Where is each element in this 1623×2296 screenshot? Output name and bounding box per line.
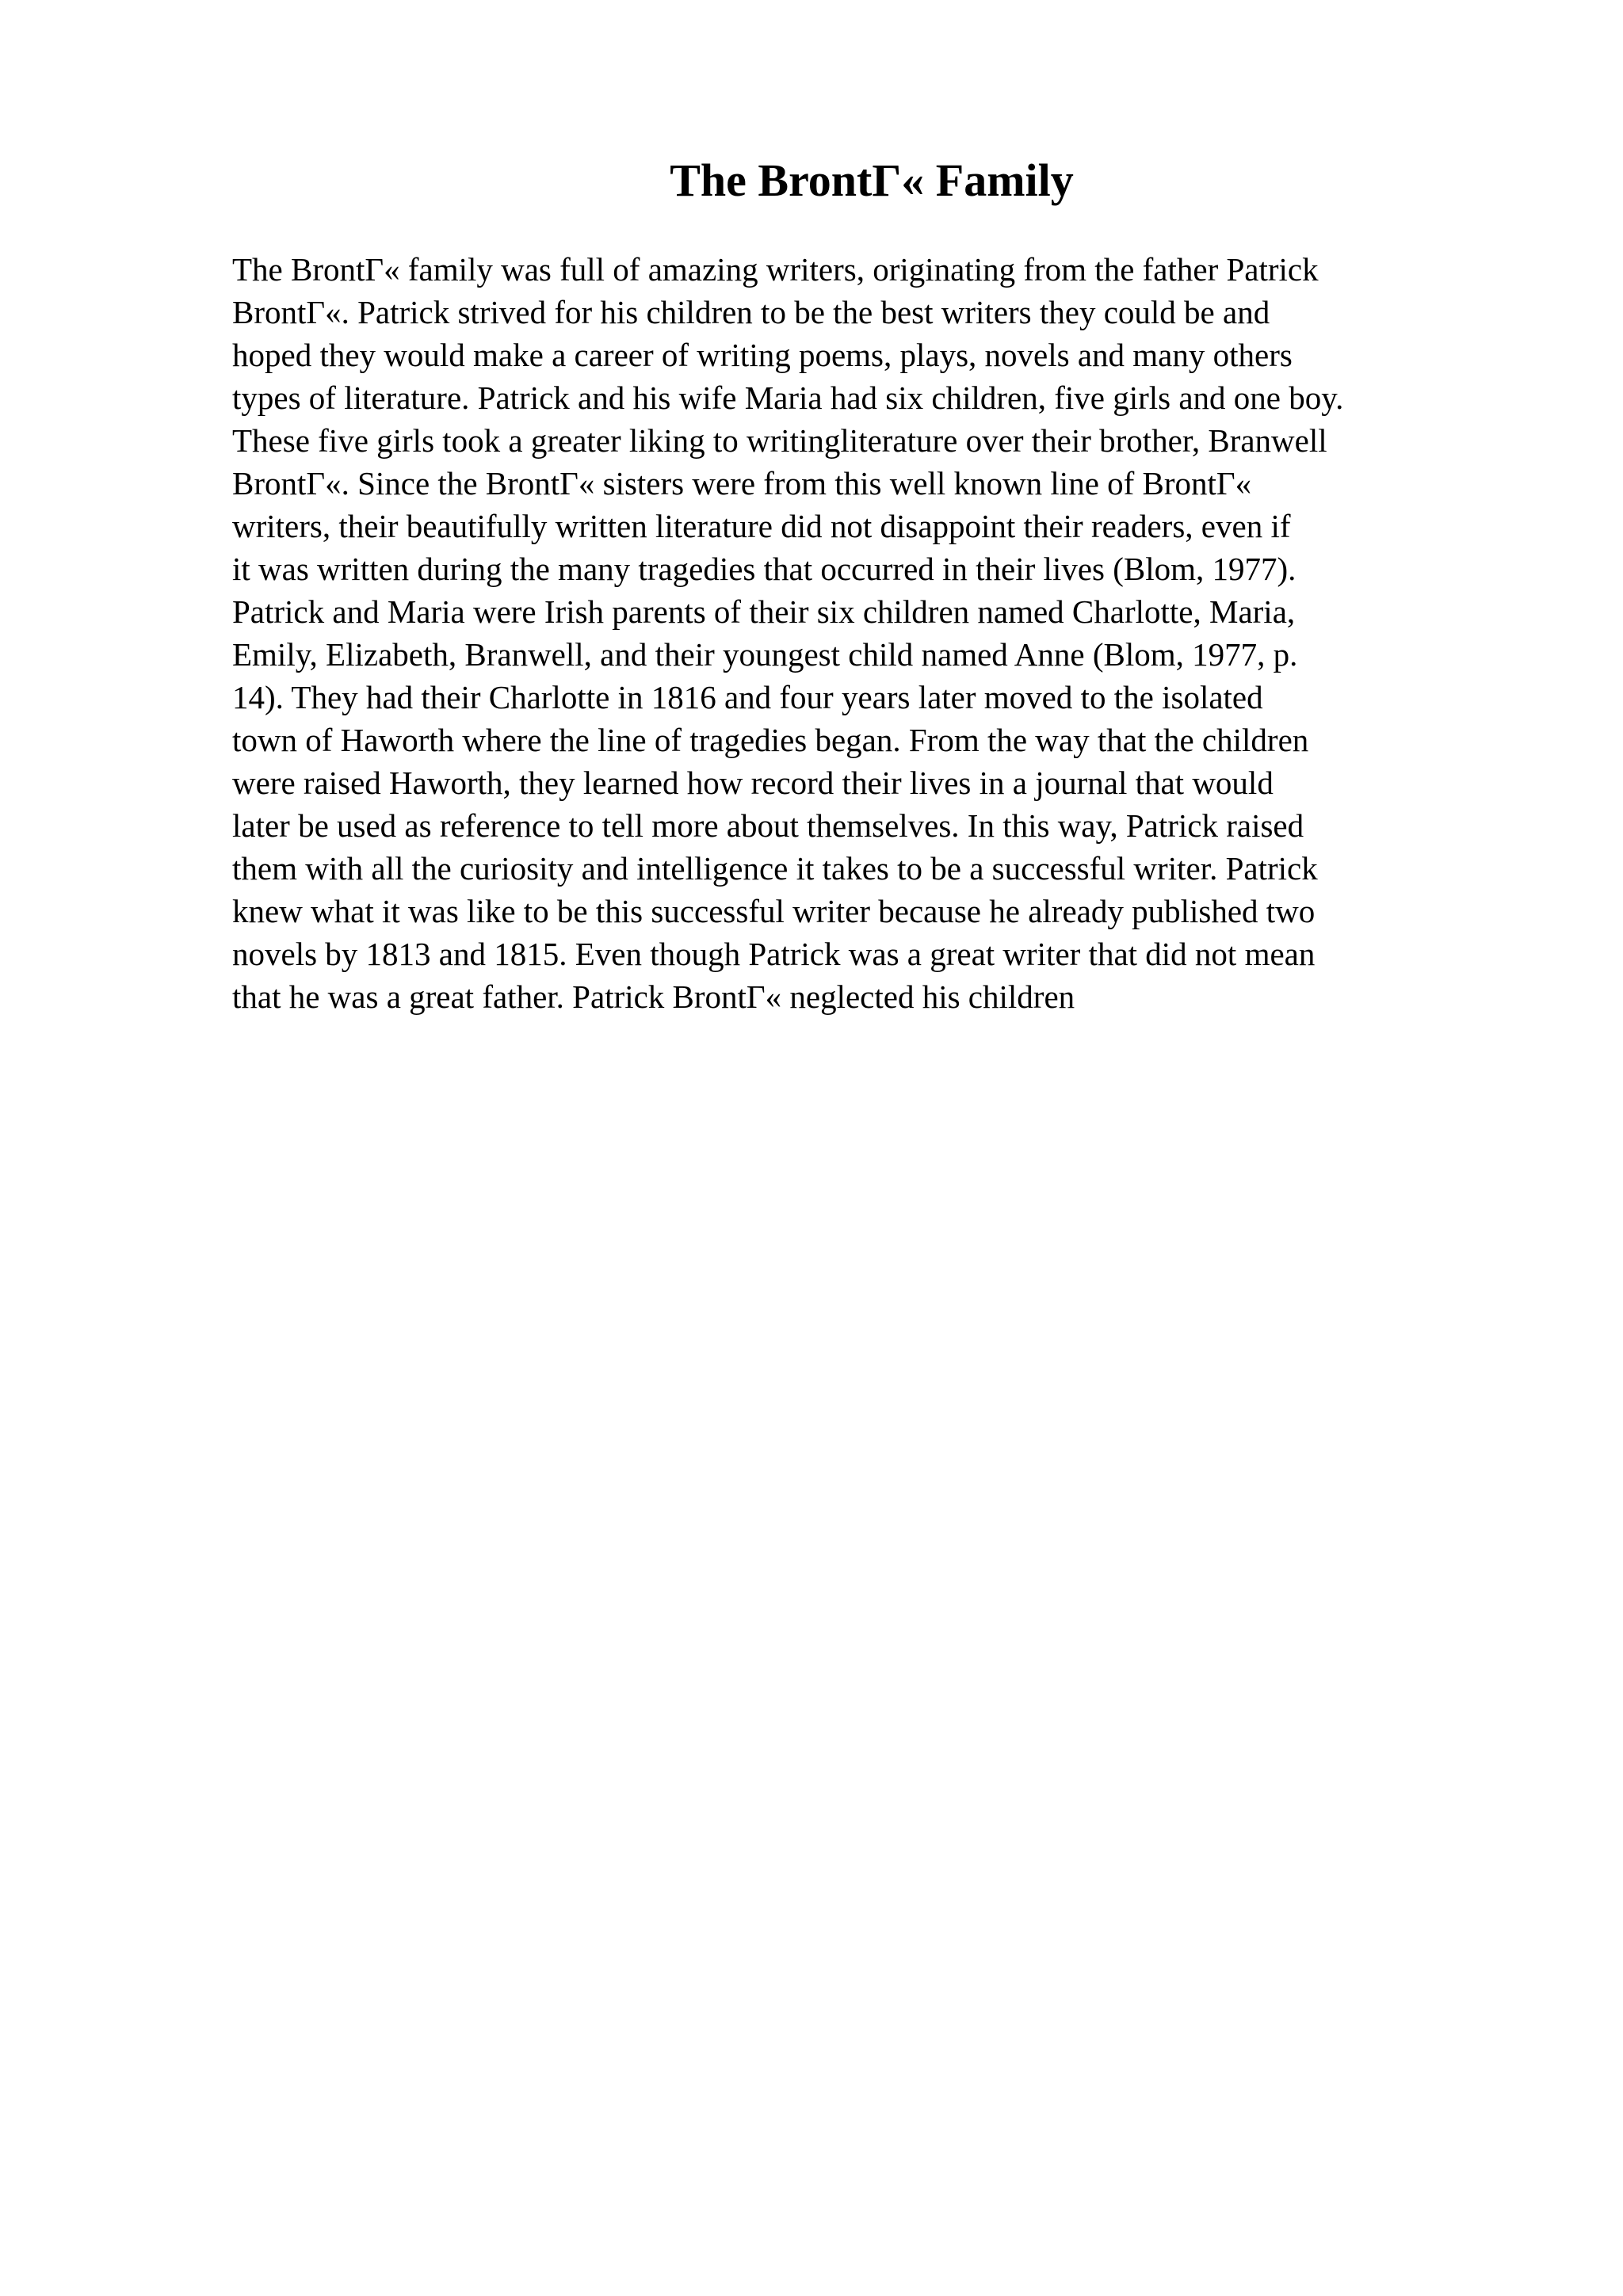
text-line: BrontΓ«. Since the BrontΓ« sisters were from this well known line of BrontΓ«	[232, 465, 1252, 502]
text-line: knew what it was like to be this successful writer because he already published two	[232, 893, 1316, 929]
text-line: writers, their beautifully written literature did not disappoint their readers, even if	[232, 508, 1291, 544]
text-line: The BrontΓ« family was full of amazing writers, originating from the father Patrick	[232, 251, 1319, 288]
text-line: Patrick and Maria were Irish parents of their six children named Charlotte, Maria,	[232, 593, 1296, 630]
body-paragraph	[232, 248, 1516, 1018]
text-line: types of literature. Patrick and his wife Maria had six children, five girls and one boy.	[232, 379, 1344, 416]
text-line: were raised Haworth, they learned how record their lives in a journal that would	[232, 765, 1274, 801]
text-line: Emily, Elizabeth, Branwell, and their youngest child named Anne (Blom, 1977, p.	[232, 636, 1298, 673]
text-line: it was written during the many tragedies that occurred in their lives (Blom, 1977).	[232, 551, 1296, 587]
document-title: The BrontΓ« Family	[670, 154, 1074, 206]
text-line: later be used as reference to tell more about themselves. In this way, Patrick raised	[232, 807, 1304, 844]
text-line: hoped they would make a career of writing poems, plays, novels and many others	[232, 337, 1293, 373]
text-line: novels by 1813 and 1815. Even though Patrick was a great writer that did not mean	[232, 936, 1316, 972]
text-line: that he was a great father. Patrick BrontΓ« neglected his children	[232, 978, 1075, 1015]
text-line: These five girls took a greater liking to writingliterature over their brother, Branwell	[232, 422, 1327, 459]
text-line: town of Haworth where the line of tragedies began. From the way that the children	[232, 722, 1309, 758]
text-line: 14). They had their Charlotte in 1816 and four years later moved to the isolated	[232, 679, 1263, 715]
text-line: BrontΓ«. Patrick strived for his children to be the best writers they could be and	[232, 294, 1270, 330]
text-line: them with all the curiosity and intelligence it takes to be a successful writer. Patrick	[232, 850, 1318, 887]
